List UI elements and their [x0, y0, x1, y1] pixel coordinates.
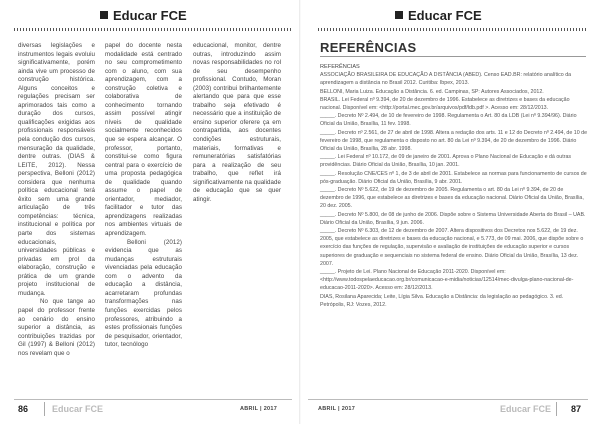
left-column-3: [193, 42, 281, 204]
right-masthead: [395, 6, 482, 24]
reference-entry: _____. Projeto de Lei. Plano Nacional de Educação 2011-2020. Disponível em: <http://www.todospelaeducacao.org.br/comunicacao-e-midia/noticias/12514/mec-divulga-plano-nacional-de-educacao-2011-2020>. Acesso em: 28/12/2013.: [320, 269, 574, 292]
section-title: REFERÊNCIAS: [320, 40, 417, 55]
right-page-number: 87: [571, 404, 582, 414]
reference-heading: REFERÊNCIAS: [320, 64, 360, 70]
reference-entry: ASSOCIAÇÃO BRASILEIRA DE EDUCAÇÃO A DISTÂNCIA (ABED). Censo EAD.BR: relatório analítico da aprendizagem a distância no Brasil 2012. Curitiba: Ibpex, 2013.: [320, 72, 572, 87]
right-footer-rule: [308, 399, 588, 400]
right-header-rule: [318, 28, 588, 31]
reference-entry: _____. Lei Federal nº 10.172, de 09 de janeiro de 2001. Aprova o Plano Nacional de Educação e dá outras providências. Diário Oficial da União, Brasília, 10 jan. 2001.: [320, 154, 572, 169]
right-masthead-title: Educar FCE: [408, 7, 482, 23]
paragraph: educacional, monitor, dentre outras, introduzindo assim novas responsabilidades no rol de seu desempenho profissional. Contudo, Moran (2003) contribui brilhantemente alertando que para que esse trabalho seja efetivado é necessário que a instituição de ensino superior oferere ça em contrapartida, aos docentes condições estruturais, materiais, formativas e remuneratórias satisfatórias para a realização de seu trabalho, que reflet irá significativamente na qualidade de educação que se quer atingir.: [193, 42, 281, 203]
reference-list: [320, 63, 588, 309]
left-footer-date: ABRIL | 2017: [240, 406, 278, 412]
square-bullet-icon: [100, 11, 108, 19]
reference-entry: _____. Decreto nº 2.561, de 27 de abril de 1998. Altera a redação dos arts. 11 e 12 do Decreto nº 2.494, de 10 de fevereiro de 1998, que regulamenta o disposto no art. 80 da Lei nº 9.394, de 20 de dezembro de 1996. Diário Oficial da União, Brasília, 28 abr. 1998.: [320, 129, 588, 153]
right-footer-brand: Educar FCE: [500, 404, 552, 414]
reference-entry: DIAS, Rosilana Aparecida; Leite, Lígia Silva. Educação a Distância: da legislação ao pedagógico. 3. ed. Petrópolis, RJ: Vozes, 2012.: [320, 293, 564, 308]
square-bullet-icon: [395, 11, 403, 19]
left-column-1: [18, 42, 95, 358]
left-masthead: [100, 6, 187, 24]
paragraph: diversas legislações e instrumentos legais evoluiu significativamente, porém ainda vive um processo de construção histórica. Alguns conceitos e regulações precisam ser aprimorados tais como a duração dos cursos, qualificações exigidas aos profissionais responsáveis pela condução dos cursos, mensuração da qualidade, dentre outras. (DIAS & LEITE, 2012). Nessa perspectiva, Belloni (2012) considera que nenhuma política educacional terá êxito sem uma grande articulação de três competências: técnica, institucional e política por parte dos sistemas educacionais, universidades públicas e privadas em prol da elaboração, construção e prática de um grande projeto institucional de mudança.: [18, 42, 95, 297]
footer-divider: [556, 402, 557, 416]
left-footer-brand: Educar FCE: [52, 404, 104, 414]
left-footer-rule: [14, 399, 292, 400]
left-page-number: 86: [18, 404, 29, 414]
section-title-rule: [320, 56, 586, 57]
left-column-2: [105, 42, 182, 350]
left-header-rule: [14, 28, 292, 31]
reference-entry: _____. Decreto Nº 5.622, de 19 de dezembro de 2005. Regulamenta o art. 80 da Lei nº 9.394, de 20 de dezembro de 1996, que estabelece as diretrizes e bases da educação nacional. Diário Oficial da União, Brasília, 20 dez. 2005.: [320, 187, 584, 210]
paragraph: Belloni (2012) evidencia que as mudanças estruturais vivenciadas pela educação com o advento da educação a distância, acarretaram profundas transformações nas funções exercidas pelos professores, atribuindo a estes profissionais funções de pesquisador, orientador, tutor, tecnólogo: [105, 238, 182, 349]
right-footer-date: ABRIL | 2017: [318, 406, 356, 412]
footer-divider: [44, 402, 45, 416]
page-gutter: [299, 0, 301, 424]
reference-entry: _____. Decreto Nº 2.494, de 10 de fevereiro de 1998. Regulamenta o Art. 80 da LDB (Lei nº 9.394/96). Diário Oficial da União, Brasília, 11 fev. 1998.: [320, 113, 577, 128]
reference-entry: BELLONI, Maria Luiza. Educação a Distância. 6. ed. Campinas, SP: Autores Associados, 2012.: [320, 88, 544, 95]
reference-entry: _____. Decreto Nº 6.303, de 12 de dezembro de 2007. Altera dispositivos dos Decretos nos 5.622, de 19 dez. 2005, que estabelece as diretrizes e bases da educação nacional, e 5.773, de 09 mai. 2006, que dispõe sobre o exercício das funções de regulação, supervisão e avaliação de instituições de educação superior e cursos superiores de graduação e sequenciais no sistema federal de ensino. Diário Oficial da União, Brasília, 13 dez. 2007.: [320, 228, 584, 267]
reference-entry: _____. Decreto Nº 5.800, de 08 de junho de 2006. Dispõe sobre o Sistema Universidade Aberta do Brasil – UAB. Diário Oficial da União, Brasília, 9 jun. 2006.: [320, 211, 586, 226]
paragraph: papel do docente nesta modalidade está centrado no seu comprometimento com o aluno, com sua aprendizagem, com a construção coletiva e colaborativa de conhecimento tornando assim possível atingir níveis de qualidade socialmente reconhecidos que se espera alcançar. O professor, portanto, constitui-se como figura central para o exercício de uma proposta pedagógica de qualidade quando assume o papel de orientador, mediador, facilitador e tutor das aprendizagens realizadas nos ambientes virtuais de aprendizagem.: [105, 42, 182, 238]
reference-entry: BRASIL. Lei Federal nº 9.394, de 20 de dezembro de 1996. Estabelece as diretrizes e bases da educação nacional. Disponível em: <http://portal.mec.gov.br/arquivos/pdf/ldb.pdf >. Acesso em: 28/12/2013.: [320, 96, 570, 112]
reference-entry: _____. Resolução CNE/CES nº 1, de 3 de abril de 2001. Estabelece as normas para funcionamento de cursos de pós-graduação. Diário Oficial da União, Brasília, 9 abr. 2001.: [320, 170, 587, 185]
left-masthead-title: Educar FCE: [113, 7, 187, 23]
paragraph: No que tange ao papel do professor frente ao cenário do ensino superior a distância, as contribuições trazidas por Gil (1997) & Belloni (2012) nos revelam que o: [18, 298, 95, 357]
